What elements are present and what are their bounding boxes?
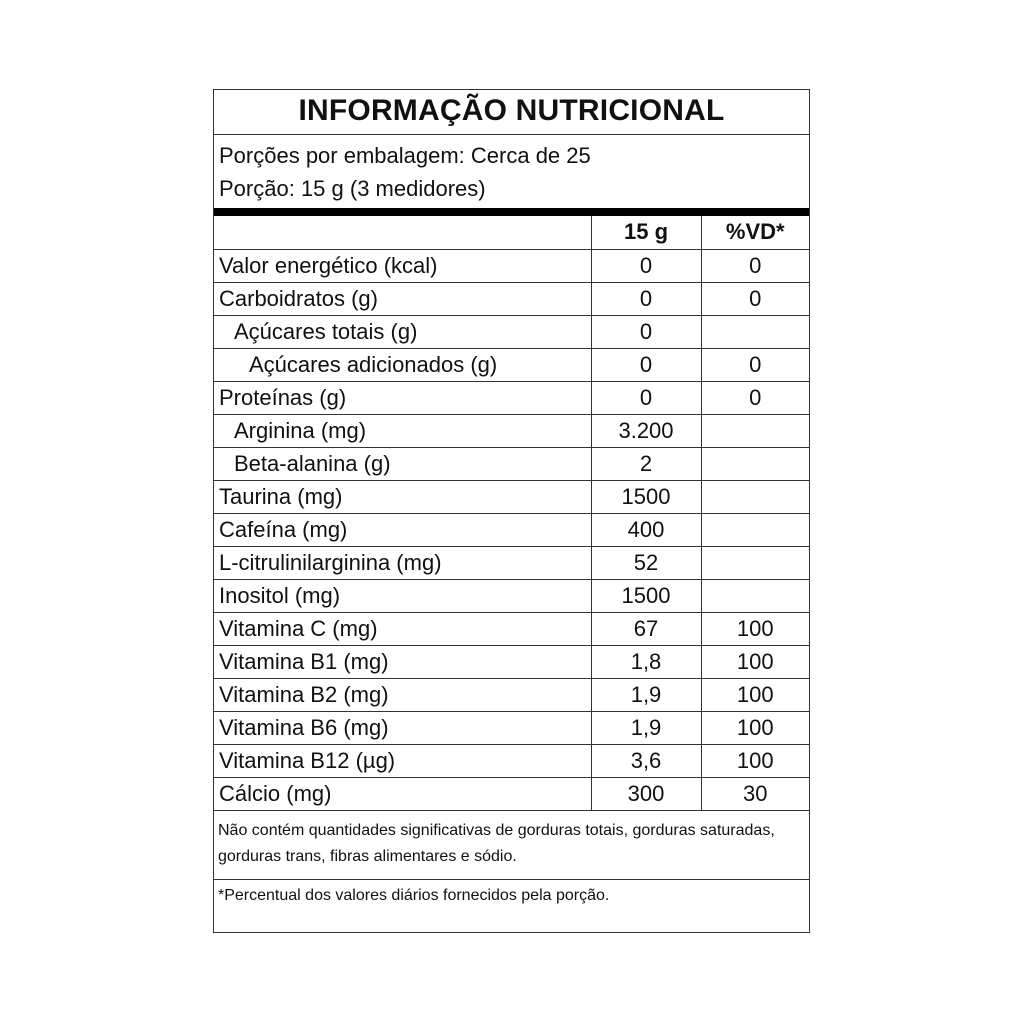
nutrient-dv — [701, 513, 809, 546]
nutrient-name: Cálcio (mg) — [214, 777, 591, 810]
nutrient-dv — [701, 447, 809, 480]
nutrient-name: Vitamina B2 (mg) — [214, 678, 591, 711]
nutrient-dv — [701, 414, 809, 447]
nutrient-quantity: 67 — [591, 612, 701, 645]
thick-divider — [214, 208, 809, 216]
table-row — [214, 579, 809, 612]
nutrient-dv: 30 — [701, 777, 809, 810]
table-header-row — [214, 216, 809, 249]
nutrient-quantity: 1,9 — [591, 711, 701, 744]
nutrient-quantity: 0 — [591, 381, 701, 414]
nutrient-quantity: 0 — [591, 282, 701, 315]
table-row — [214, 249, 809, 282]
nutrient-name: Beta-alanina (g) — [214, 447, 591, 480]
header-dv-cell: %VD* — [701, 216, 809, 249]
table-row — [214, 546, 809, 579]
nutrient-dv: 100 — [701, 744, 809, 777]
nutrient-name: Carboidratos (g) — [214, 282, 591, 315]
table-row — [214, 513, 809, 546]
nutrient-dv — [701, 480, 809, 513]
nutrient-dv: 0 — [701, 282, 809, 315]
table-row — [214, 381, 809, 414]
nutrient-quantity: 1500 — [591, 579, 701, 612]
nutrition-facts-panel — [213, 89, 810, 933]
nutrient-quantity: 2 — [591, 447, 701, 480]
header-name-cell — [214, 216, 591, 249]
nutrient-dv: 100 — [701, 678, 809, 711]
header-quantity-cell: 15 g — [591, 216, 701, 249]
nutrient-name: Vitamina B6 (mg) — [214, 711, 591, 744]
table-row — [214, 348, 809, 381]
nutrient-name: Cafeína (mg) — [214, 513, 591, 546]
nutrient-quantity: 300 — [591, 777, 701, 810]
nutrient-quantity: 0 — [591, 249, 701, 282]
nutrient-quantity: 1,8 — [591, 645, 701, 678]
nutrient-quantity: 52 — [591, 546, 701, 579]
nutrient-quantity: 3.200 — [591, 414, 701, 447]
table-row — [214, 711, 809, 744]
nutrient-dv: 0 — [701, 249, 809, 282]
nutrient-dv: 100 — [701, 612, 809, 645]
nutrient-name: L-citrulinilarginina (mg) — [214, 546, 591, 579]
dv-footnote: *Percentual dos valores diários fornecidos pela porção. — [218, 886, 610, 904]
table-row — [214, 744, 809, 777]
nutrient-dv — [701, 315, 809, 348]
label-title: INFORMAÇÃO NUTRICIONAL — [214, 90, 809, 135]
nutrient-dv — [701, 579, 809, 612]
nutrient-quantity: 3,6 — [591, 744, 701, 777]
table-row — [214, 282, 809, 315]
table-row — [214, 480, 809, 513]
nutrient-name: Taurina (mg) — [214, 480, 591, 513]
nutrient-dv: 0 — [701, 381, 809, 414]
nutrient-quantity: 1500 — [591, 480, 701, 513]
table-row — [214, 645, 809, 678]
nutrient-quantity: 0 — [591, 315, 701, 348]
nutrient-name: Vitamina C (mg) — [214, 612, 591, 645]
nutrient-name: Proteínas (g) — [214, 381, 591, 414]
table-row — [214, 447, 809, 480]
nutrient-dv: 100 — [701, 711, 809, 744]
nutrient-note: Não contém quantidades significativas de gorduras totais, gorduras saturadas, gorduras trans, fibras alimentares e sódio. — [214, 811, 809, 880]
serving-info — [214, 135, 809, 208]
table-row — [214, 414, 809, 447]
table-row — [214, 678, 809, 711]
serving-size: Porção: 15 g (3 medidores) — [219, 176, 486, 201]
nutrient-name: Inositol (mg) — [214, 579, 591, 612]
nutrient-quantity: 1,9 — [591, 678, 701, 711]
nutrient-name: Vitamina B12 (µg) — [214, 744, 591, 777]
nutrient-name: Vitamina B1 (mg) — [214, 645, 591, 678]
nutrient-table — [214, 216, 809, 811]
servings-per-package: Porções por embalagem: Cerca de 25 — [219, 143, 591, 168]
nutrient-name: Arginina (mg) — [214, 414, 591, 447]
nutrient-name: Açúcares adicionados (g) — [214, 348, 591, 381]
table-row — [214, 777, 809, 810]
nutrient-quantity: 400 — [591, 513, 701, 546]
nutrient-dv: 0 — [701, 348, 809, 381]
nutrient-name: Valor energético (kcal) — [214, 249, 591, 282]
table-row — [214, 612, 809, 645]
nutrient-quantity: 0 — [591, 348, 701, 381]
nutrient-dv — [701, 546, 809, 579]
nutrient-dv: 100 — [701, 645, 809, 678]
nutrient-name: Açúcares totais (g) — [214, 315, 591, 348]
table-row — [214, 315, 809, 348]
